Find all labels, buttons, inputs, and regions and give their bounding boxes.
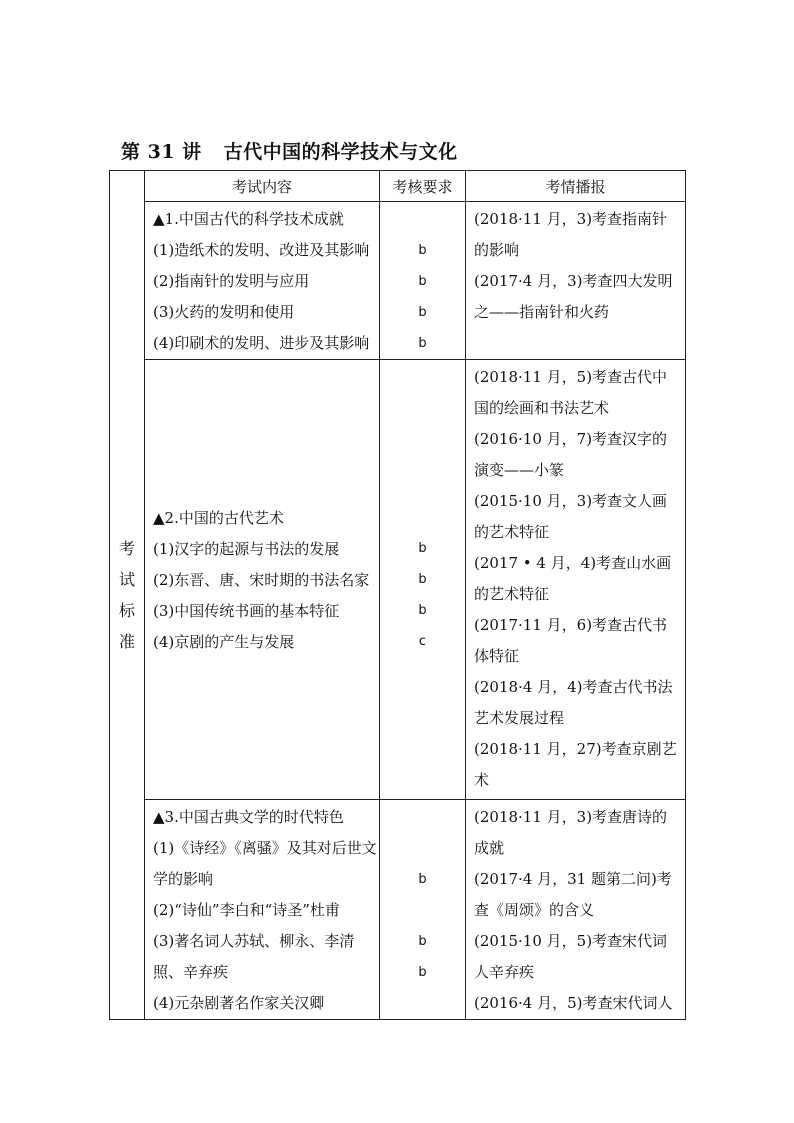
requirement-level: b	[418, 336, 427, 351]
requirement-level: b	[418, 305, 427, 320]
lesson-number: 第 31 讲	[121, 141, 202, 163]
list-item: (2)东晋、唐、宋时期的书法名家	[153, 571, 370, 589]
exam-standards-table	[109, 170, 686, 1020]
table-row	[110, 202, 686, 360]
requirement-level	[380, 895, 465, 926]
section-reports	[466, 360, 686, 800]
report-entry: (2015·10 月，5)考查宋代词人辛弃疾	[474, 932, 668, 981]
section-heading: ▲2.中国的古代艺术	[153, 509, 284, 527]
section-content	[145, 800, 380, 1020]
header-content: 考试内容	[145, 171, 380, 202]
list-item: (3)著名词人苏轼、柳永、李清照、辛弃疾	[153, 932, 355, 981]
table-row	[110, 800, 686, 1020]
report-entry: (2017·4 月，3)考查四大发明之——指南针和火药	[474, 272, 673, 321]
list-item: (4)印刷术的发明、进步及其影响	[153, 334, 370, 352]
header-report: 考情播报	[466, 171, 686, 202]
list-item: (2)“诗仙”李白和“诗圣”杜甫	[153, 901, 340, 919]
requirement-level: b	[418, 243, 427, 258]
requirement-level: b	[418, 934, 427, 949]
report-entry: (2018·11 月，5)考查古代中国的绘画和书法艺术	[474, 368, 668, 417]
list-item: (4)元杂剧著名作家关汉卿	[153, 994, 325, 1012]
list-item: (4)京剧的产生与发展	[153, 633, 295, 651]
section-requirements	[380, 360, 466, 800]
section-content	[145, 202, 380, 360]
report-entry: (2016·10 月，7)考查汉字的演变——小篆	[474, 430, 668, 479]
list-item: (1)造纸术的发明、改进及其影响	[153, 241, 370, 259]
report-entry: (2018·4 月，4)考查古代书法艺术发展过程	[474, 678, 673, 727]
report-entry: (2018·11 月，27)考查京剧艺术	[474, 740, 677, 789]
section-requirements	[380, 800, 466, 1020]
section-reports	[466, 800, 686, 1020]
section-heading: ▲1.中国古代的科学技术成就	[153, 210, 344, 228]
header-requirement: 考核要求	[380, 171, 466, 202]
requirement-level: c	[418, 634, 427, 649]
requirement-level: b	[418, 274, 427, 289]
requirement-level: b	[418, 603, 427, 618]
report-entry: (2018·11 月，3)考查唐诗的成就	[474, 808, 668, 857]
list-item: (2)指南针的发明与应用	[153, 272, 310, 290]
table-header-row	[110, 171, 686, 202]
requirement-level: b	[418, 541, 427, 556]
list-item: (1)汉字的起源与书法的发展	[153, 540, 340, 558]
lesson-title: 古代中国的科学技术与文化	[223, 141, 458, 163]
report-entry: (2016·4 月，5)考查宋代词人	[474, 994, 673, 1012]
report-entry: (2017·4 月，31 题第二问)考查《周颂》的含义	[474, 870, 672, 919]
side-label-cell	[110, 171, 145, 1020]
requirement-level: b	[418, 965, 427, 980]
side-label: 考试标准	[118, 539, 135, 651]
requirement-level: b	[418, 572, 427, 587]
report-entry: (2017·11 月，6)考查古代书体特征	[474, 616, 668, 665]
section-requirements	[380, 202, 466, 360]
section-content	[145, 360, 380, 800]
section-reports	[466, 202, 686, 360]
report-entry: (2017 • 4 月，4)考查山水画的艺术特征	[474, 554, 672, 603]
page-title	[121, 137, 458, 164]
requirement-level: b	[418, 872, 427, 887]
list-item: (1)《诗经》《离骚》及其对后世文学的影响	[153, 839, 377, 888]
list-item: (3)中国传统书画的基本特征	[153, 602, 340, 620]
list-item: (3)火药的发明和使用	[153, 303, 295, 321]
report-entry: (2015·10 月，3)考查文人画的艺术特征	[474, 492, 668, 541]
table-row	[110, 360, 686, 800]
report-entry: (2018·11 月，3)考查指南针的影响	[474, 210, 668, 259]
section-heading: ▲3.中国古典文学的时代特色	[153, 808, 344, 826]
